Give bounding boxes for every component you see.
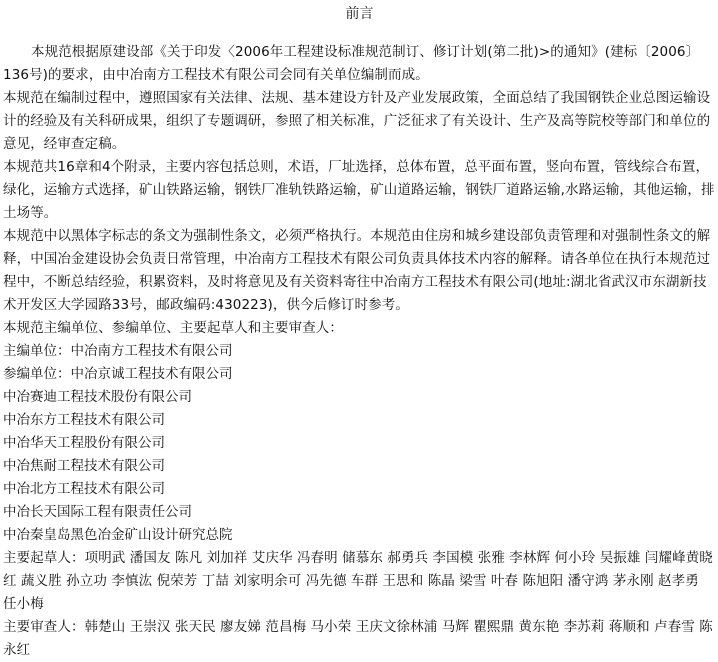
paragraph-basis: 本规范根据原建设部《关于印发〈2006年工程建设标准规范制订、修订计划(第二批)>的通知》(建标〔2006〕136号)的要求，由中冶南方工程技术有限公司会同有关单位编制而成。 — [3, 44, 700, 83]
participating-unit: 中冶长天国际工程有限责任公司 — [3, 504, 192, 520]
participating-unit: 中冶北方工程技术有限公司 — [3, 481, 165, 497]
page-title: 前言 — [345, 6, 374, 22]
participating-unit: 中冶秦皇岛黑色冶金矿山设计研究总院 — [3, 527, 233, 543]
participating-unit: 中冶华天工程股份有限公司 — [3, 435, 165, 451]
main-reviewers: 主要审查人：韩楚山 王崇汉 张天民 廖友娣 范昌梅 马小荣 王庆文徐林浦 马辉 瞿熙鼎 黄东艳 李苏莉 蒋顺和 卢春雪 陈永红 — [3, 619, 713, 658]
paragraph-participants-intro: 本规范主编单位、参编单位、主要起草人和主要审查人： — [3, 320, 343, 336]
main-drafters: 主要起草人：项明武 潘国友 陈凡 刘加祥 艾庆华 冯春明 储慕东 郝勇兵 李国模 张雅 李林辉 何小玲 吴振雄 闫耀峰黄晓红 蔬义胜 孙立功 李慎汯 倪荣芳 丁喆 刘家明余可 冯先德 车群 王思和 陈晶 梁雪 叶春 陈旭阳 潘守鸿 茅永刚 赵孝勇 任小梅 — [3, 550, 713, 612]
participating-unit: 参编单位：中冶京诚工程技术有限公司 — [3, 366, 233, 382]
paragraph-process: 本规范在编制过程中，遵照国家有关法律、法规、基本建设方针及产业发展政策，全面总结了我国钢铁企业总图运输设计的经验及有关科研成果，组织了专题调研，参照了相关标准，广泛征求了有关设计、生产及高等院校等部门和单位的意见，经审查定稿。 — [3, 90, 711, 152]
paragraph-contents: 本规范共16章和4个附录，主要内容包括总则，术语，厂址选择，总体布置，总平面布置，竖向布置，管线综合布置，绿化，运输方式选择，矿山铁路运输，钢铁厂准轨铁路运输，矿山道路运输，钢铁厂道路运输,水路运输，其他运输，排土场等。 — [3, 159, 715, 221]
participating-unit: 中冶东方工程技术有限公司 — [3, 412, 165, 428]
participating-unit: 中冶焦耐工程技术有限公司 — [3, 458, 165, 474]
paragraph-mandatory: 本规范中以黑体字标志的条文为强制性条文，必须严格执行。本规范由住房和城乡建设部负责管理和对强制性条文的解释，中国冶金建设协会负责日常管理，中冶南方工程技术有限公司负责具体技术内容的解释。请各单位在执行本规范过程中，不断总结经验，积累资料，及时将意见及有关资料寄往中冶南方工程技术有限公司(地址:湖北省武汉市东湖新技术开发区大学园路33号，邮政编码:430223)，供今后修订时参考。 — [3, 228, 711, 313]
participating-unit: 中冶赛迪工程技术股份有限公司 — [3, 389, 192, 405]
chief-editor-unit: 主编单位：中冶南方工程技术有限公司 — [3, 343, 233, 359]
